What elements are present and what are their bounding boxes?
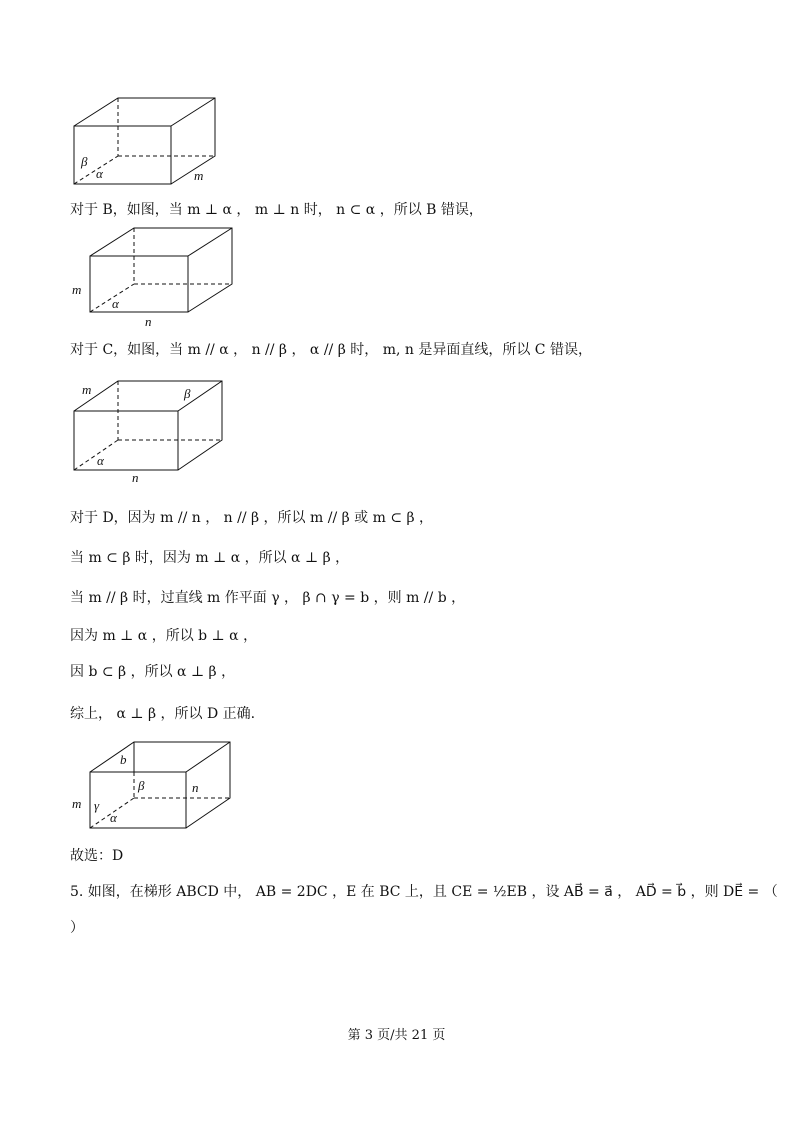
option-b-analysis: 对于 B，如图，当 m ⊥ α ， m ⊥ n 时， n ⊂ α ，所以 B 错误， [70,202,483,218]
answer-choice: 故选：D [70,848,124,864]
fig2-label-m: m [72,282,82,297]
fig1-label-alpha: α [96,166,103,181]
fig1-label-m: m [194,168,204,183]
option-d-line-4: 因为 m ⊥ α ，所以 b ⊥ α ， [70,628,258,644]
figure-4-box [70,738,240,834]
fig2-label-alpha: α [112,296,119,311]
question-5-stem-end: ） [70,920,84,936]
fig2-label-n: n [145,314,152,329]
option-d-conclusion: 综上， α ⊥ β ，所以 D 正确. [70,706,256,722]
fig4-label-n: n [192,780,199,795]
option-d-line-2: 当 m ⊂ β 时，因为 m ⊥ α ，所以 α ⊥ β ， [70,550,350,566]
option-d-line-5: 因 b ⊂ β ，所以 α ⊥ β ， [70,664,236,680]
fig4-label-gamma: γ [94,798,100,813]
fig3-label-alpha: α [97,453,104,468]
figure-3-box [70,378,230,488]
option-d-analysis: 对于 D，因为 m // n ， n // β ，所以 m // β 或 m ⊂ β ， [70,510,434,526]
option-d-line-3: 当 m // β 时，过直线 m 作平面 γ ， β ∩ γ = b ，则 m // b ， [70,590,466,606]
question-5-stem: 5. 如图，在梯形 ABCD 中， AB = 2DC ，E 在 BC 上，且 CE = ½EB ，设 AB⃗ = a⃗ ， AD⃗ = b⃗ ，则 DE⃗ = （ [70,884,778,900]
fig1-label-beta: β [81,154,88,169]
figure-2-box [70,224,240,330]
fig3-label-m: m [82,382,92,397]
fig4-label-m: m [72,796,82,811]
fig3-label-beta: β [184,386,191,401]
fig4-label-beta: β [138,778,145,793]
figure-1-box [70,94,230,190]
fig3-label-n: n [132,470,139,485]
fig4-label-b: b [120,752,127,767]
option-c-analysis: 对于 C，如图，当 m // α ， n // β ， α // β 时， m, n 是异面直线，所以 C 错误， [70,342,592,358]
page-footer: 第 3 页/共 21 页 [347,1028,446,1043]
fig4-label-alpha: α [110,810,117,825]
